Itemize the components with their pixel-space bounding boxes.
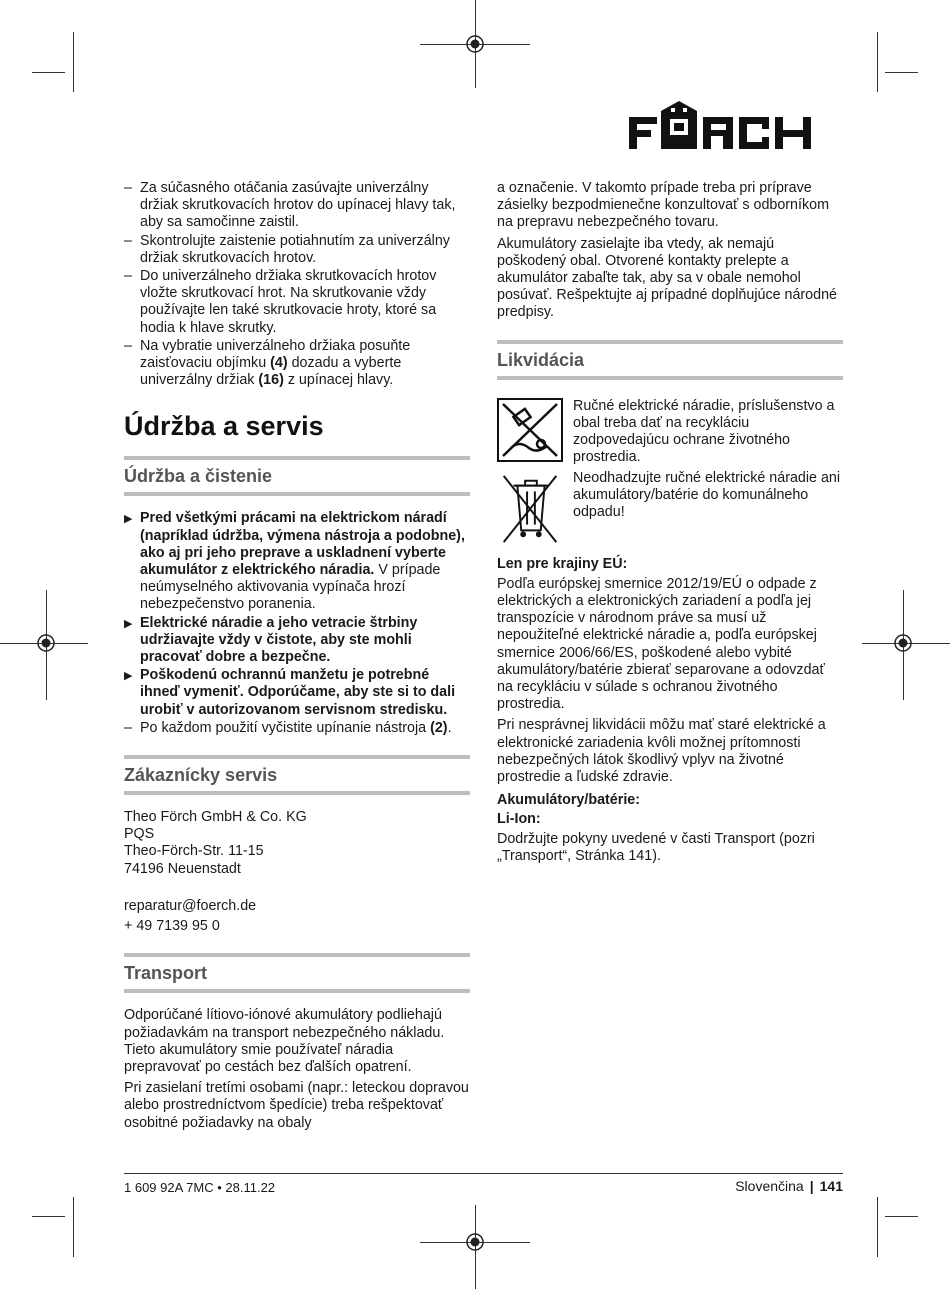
- list-item: – Po každom použití vyčistite upínanie nástroja (2).: [124, 720, 470, 737]
- language-label: Slovenčina: [735, 1178, 804, 1194]
- crop-mark: [885, 1216, 918, 1217]
- footer-divider: [124, 1173, 843, 1174]
- registration-mark-icon: [465, 34, 485, 54]
- bin-notice: [497, 470, 843, 552]
- no-packaging-disposal-icon: [497, 398, 563, 462]
- address-line: 74196 Neuenstadt: [124, 860, 241, 877]
- eu-heading: Len pre krajiny EÚ:: [497, 555, 628, 572]
- paragraph: a označenie. V takomto prípade treba pri príprave zásielky bezpodmienečne konzultovať s odborníkom na prepravu nebezpečného tovaru.: [497, 180, 829, 231]
- crop-mark: [885, 72, 918, 73]
- bin-text: Neodhadzujte ručné elektrické náradie ani akumulátory/batérie do komunálneho odpadu!: [573, 469, 841, 521]
- triangle-bullet-icon: ▶: [124, 513, 133, 526]
- section-title: Údržba a čistenie: [124, 466, 273, 487]
- paragraph: Pri nesprávnej likvidácii môžu mať staré elektrické a elektronické zariadenia kvôli možnej prítomnosti nebezpečných látok škodlivý vplyv na životné prostredie a ľudské zdravie.: [497, 717, 826, 786]
- paragraph: Dodržujte pokyny uvedené v časti Transport (pozri „Transport“, Stránka 141).: [497, 830, 815, 864]
- liion-heading: Li-Ion:: [497, 811, 541, 828]
- crop-mark: [73, 1197, 74, 1257]
- address-line: PQS: [124, 826, 155, 843]
- crop-mark: [877, 1197, 878, 1257]
- page-footer: [735, 1178, 843, 1194]
- recycle-text: Ručné elektrické náradie, príslušenstvo a obal treba dať na recykláciu zodpovedajúcu ochrane životného prostredia.: [573, 397, 835, 466]
- email-link[interactable]: reparatur@foerch.de: [124, 897, 257, 914]
- crop-mark: [32, 1216, 65, 1217]
- page-title: Údržba a servis: [124, 411, 324, 442]
- address-block: [124, 809, 470, 878]
- section-title: Transport: [124, 963, 208, 984]
- address-line: Theo Förch GmbH & Co. KG: [124, 809, 307, 826]
- left-column: [124, 180, 470, 1136]
- triangle-bullet-icon: ▶: [124, 670, 133, 683]
- section-header-maintenance: [124, 456, 470, 496]
- registration-mark-icon: [465, 1232, 485, 1252]
- section-header-disposal: [497, 340, 843, 380]
- triangle-bullet-icon: ▶: [124, 617, 133, 630]
- crop-mark: [32, 72, 65, 73]
- foerch-logo: [627, 99, 843, 163]
- registration-mark-icon: [893, 633, 913, 653]
- right-column: [497, 180, 843, 869]
- list-item: – Na vybratie univerzálneho držiaka posuňte zaisťovaciu objímku (4) dozadu a vyberte univerzálny držiak (16) z upínacej hlavy.: [124, 338, 470, 390]
- registration-mark-icon: [36, 633, 56, 653]
- warning-item: ▶ Pred všetkými prácami na elektrickom náradí (napríklad údržba, výmena nástroja a podobne), ako aj pri jeho preprave a uskladnení vyberte akumulátor z elektrického náradia. V prípade neúmyselného aktivovania vypínača hrozí nebezpečenstvo poranenia.: [124, 510, 465, 613]
- crossed-bin-icon: [497, 470, 563, 546]
- paragraph: Akumulátory zasielajte iba vtedy, ak nemajú poškodený obal. Otvorené kontakty prelepte a akumulátor zabaľte tak, aby sa v obale nemohol posúvať. Rešpektujte aj prípadné doplňujúce národné predpisy.: [497, 235, 837, 321]
- section-title: Zákaznícky servis: [124, 765, 278, 786]
- paragraph: Podľa európskej smernice 2012/19/EÚ o odpade z elektrických a elektronických zariadení a podľa jej transpozície v národnom práve sa musí už nepoužiteľné elektrické náradie a, podľa európskej smernice 2006/66/ES, poškodené alebo vybité akumulátory/batérie zbierať separovane a odovzdať na recykláciu v súlade s ochranou životného prostredia.: [497, 575, 825, 713]
- section-header-transport: [124, 953, 470, 993]
- warning-item: ▶ Elektrické náradie a jeho vetracie štrbiny udržiavajte vždy v čistote, aby ste mohli pracovať dobre a bezpečne.: [124, 614, 418, 666]
- phone-number: + 49 7139 95 0: [124, 918, 220, 935]
- page-number: 141: [819, 1178, 843, 1194]
- list-item: – Skontrolujte zaistenie potiahnutím za univerzálny držiak skrutkovacích hrotov.: [124, 233, 470, 267]
- section-header-customer-service: [124, 755, 470, 795]
- paragraph: Pri zasielaní tretími osobami (napr.: leteckou dopravou alebo prostredníctvom špedície) treba rešpektovať osobitné požiadavky na obaly: [124, 1080, 469, 1131]
- paragraph: Odporúčané lítiovo-iónové akumulátory podliehajú požiadavkám na transport nebezpečného nákladu. Tieto akumulátory smie používateľ náradia prepravovať po cestách bez ďalších opatrení.: [124, 1007, 445, 1075]
- section-title: Likvidácia: [497, 349, 585, 370]
- doc-code: 1 609 92A 7MC • 28.11.22: [124, 1180, 276, 1195]
- crop-mark: [73, 32, 74, 92]
- footer-separator: |: [809, 1178, 814, 1194]
- list-item: – Za súčasného otáčania zasúvajte univerzálny držiak skrutkovacích hrotov do upínacej hlavy tak, aby sa samočinne zaistil.: [124, 180, 470, 232]
- warning-item: ▶ Poškodenú ochrannú manžetu je potrebné ihneď vymeniť. Odporúčame, aby ste si to dali urobiť v autorizovanom servisnom stredisku.: [124, 667, 456, 718]
- address-line: Theo-Förch-Str. 11-15: [124, 843, 264, 860]
- battery-heading: Akumulátory/batérie:: [497, 792, 641, 809]
- recycle-notice: [497, 398, 843, 466]
- crop-mark: [877, 32, 878, 92]
- list-item: – Do univerzálneho držiaka skrutkovacích hrotov vložte skrutkovací hrot. Na skrutkovanie vždy používajte len také skrutkovacie hroty, ktoré sa hodia k hlave skrutky.: [124, 268, 470, 337]
